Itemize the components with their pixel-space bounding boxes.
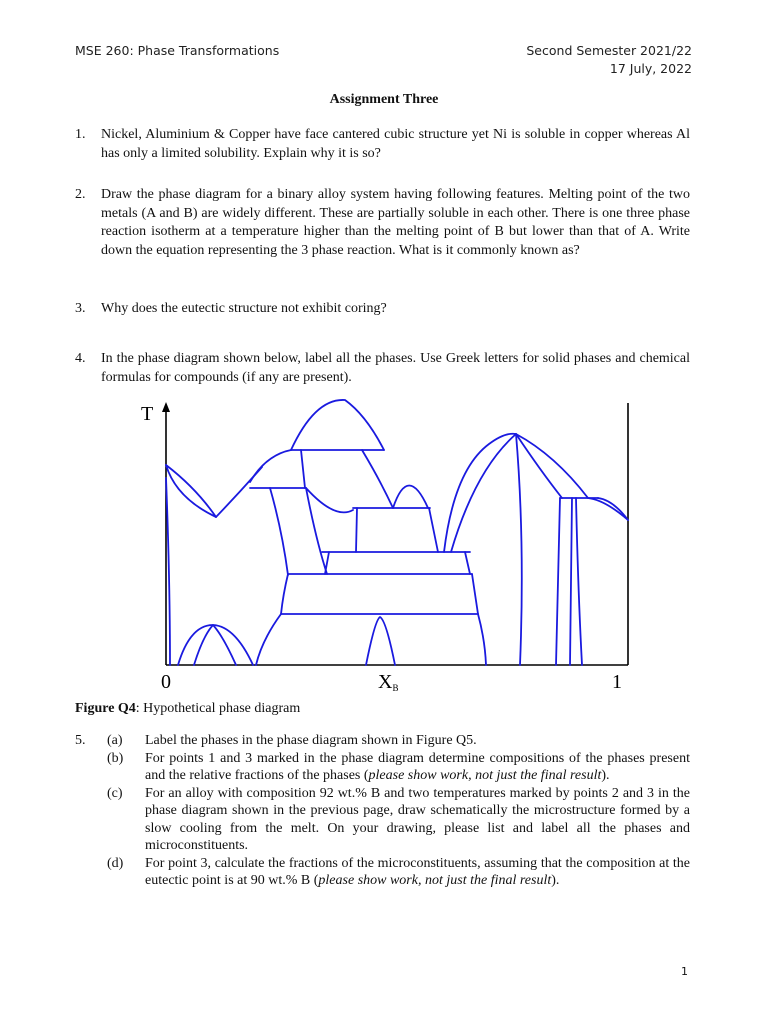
right-dome-inner [451,434,516,552]
caption-text: : Hypothetical phase diagram [135,701,301,716]
block-lower-right [465,552,470,574]
lower-left-leg [281,574,288,614]
part-label: (c) [107,785,123,801]
question-4 [75,350,690,387]
bottom-right-leg [478,614,486,665]
top-dome-right-leg [362,450,393,508]
question-number: 3. [75,301,86,316]
question-3 [75,300,690,319]
italic-note: please show work, not just the final result [368,768,602,783]
course-title: MSE 260: Phase Transformations [75,43,280,58]
phase-diagram-figure [140,398,640,694]
question-5a [107,732,690,750]
caption-label: Figure Q4 [75,701,136,716]
y-axis-label: T [141,403,154,425]
x-axis-xb-label [378,671,398,693]
page-number: 1 [681,965,688,978]
block-lower-left [325,552,329,574]
right-dome-right-inner [516,434,588,498]
bottom-middle-dome [366,617,395,665]
part-label: (a) [107,733,123,748]
left-solidus [166,465,216,517]
compound-right-leg [306,488,327,574]
question-text: Draw the phase diagram for a binary alloy system having following features. Melting point of the two metals (A and B) are widely different. These are partially soluble in each other. There is one three phase reaction isotherm at a temperature higher than the melting point of B but lower than that of A. Write down the equation representing the 3 phase reaction. What is it commonly known as? [101,187,690,258]
y-axis-arrow-icon [162,402,170,412]
left-liquidus [166,465,216,517]
question-5b [107,750,690,785]
x-axis-one-label: 1 [612,671,622,693]
part-text: For point 3, calculate the fractions of the microconstituents, assuming that the composition at the eutectic point is at 90 wt.% B (please show work, not just the final result). [145,855,690,888]
block-right-leg [429,508,438,552]
question-5 [75,732,690,890]
question-2 [75,186,690,260]
part-label: (b) [107,750,124,766]
right-dome-left [444,434,516,552]
assignment-title: Assignment Three [329,92,439,107]
question-number: 2. [75,187,86,202]
part-text: Label the phases in the phase diagram shown in Figure Q5. [145,733,477,748]
italic-note: please show work, not just the final result [318,873,552,888]
left-bump [250,450,291,482]
part-label: (d) [107,855,124,871]
question-text: Nickel, Aluminium & Copper have face cantered cubic structure yet Ni is soluble in copper whereas Al has only a limited solubility. Explain why it is so? [101,127,690,161]
bottom-left-dome [178,625,253,665]
x-axis-b-subscript: B [392,683,399,693]
figure-caption [75,701,300,717]
question-text: In the phase diagram shown below, label all the phases. Use Greek letters for solid phases and chemical formulas for compounds (if any are present). [101,351,690,385]
top-dome [291,400,384,450]
block-left-leg [356,508,357,552]
part-text: For an alloy with composition 92 wt.% B and two temperatures marked by points 2 and 3 in the phase diagram shown in the previous page, draw schematically the microstructure formed by a slow cooling from the melt. On your drawing, please list and label all the phases and microconstituents. [145,785,690,853]
right-solvus-left [516,434,522,665]
right-vertical-1 [556,498,560,665]
question-text: Why does the eutectic structure not exhibit coring? [101,301,387,316]
question-1 [75,126,690,163]
date-label: 17 July, 2022 [609,61,692,76]
compound-left-leg [270,488,288,575]
compound-diagonal [306,488,353,512]
small-peak [393,486,428,509]
lower-right-leg [472,574,478,614]
right-vertical-3 [576,498,582,665]
question-number: 5. [75,733,86,748]
semester-label: Second Semester 2021/22 [526,43,692,58]
question-number: 1. [75,127,86,142]
x-axis-x-symbol: X [378,671,393,693]
right-dome-right [516,434,562,498]
question-number: 4. [75,351,86,366]
bottom-left-leg [256,614,281,665]
top-dome-left-leg [301,450,305,488]
phase-boundary-lines [166,400,628,665]
right-vertical-2 [570,498,572,665]
x-axis-zero-label: 0 [161,671,171,693]
part-text: For points 1 and 3 marked in the phase diagram determine compositions of the phases present and the relative fractions of the phases (please show work, not just the final result). [145,750,690,783]
question-5c [107,785,690,855]
question-5d [107,855,690,890]
